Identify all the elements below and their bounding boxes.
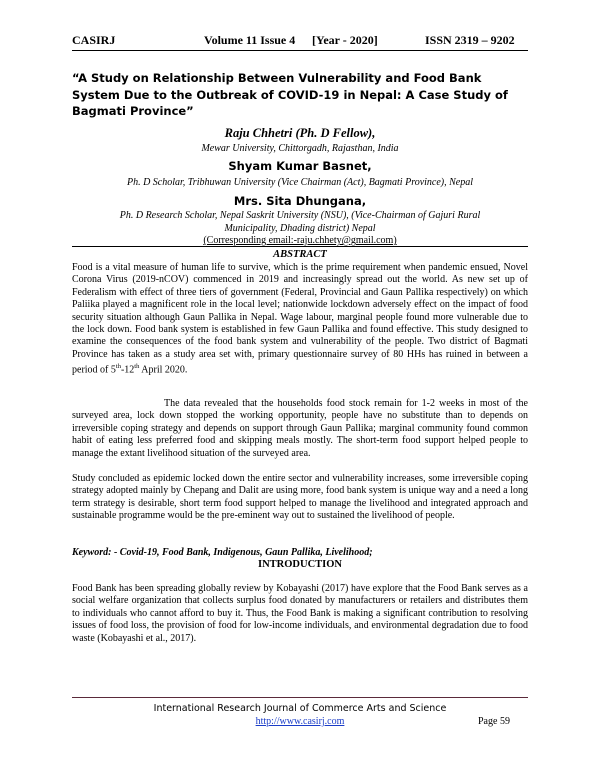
header-volume: Volume 11 Issue 4 <box>204 33 296 47</box>
abstract-paragraph-2: The data revealed that the households food stock remain for 1-2 weeks in most of the surveyed area, lock down stopped the working opportunity, people have no substitute than to depends on irreversible coping strategy and depends on support through Gaun Pallika; marginal community found common habit of eating less preferred food and skipping meals mostly. The short-term food support helped people to manage the extant livelihood situation of the surveyed area. <box>72 398 528 459</box>
introduction-paragraph-1: Food Bank has been spreading globally review by Kobayashi (2017) have explore that the Food Bank serves as a social welfare organization that collects surplus food donated by manufacturers or retailers and distributes them to individuals who cannot afford to buy it. Thus, the Food Bank is making a significant contribution to resolving issues of food loss, the provision of food for low-income individuals, and environmental degradation due to food waste (Kobayashi et al., 2017). <box>72 583 528 644</box>
introduction-heading: INTRODUCTION <box>257 559 342 570</box>
running-header <box>72 33 530 49</box>
footer-url-link[interactable]: http://www.casirj.com <box>255 716 345 727</box>
author-name-1: Raju Chhetri (Ph. D Fellow), <box>224 126 376 140</box>
abstract-paragraph-1: Food is a vital measure of human life to survive, which is the prime requirement when pandemic ensued, Novel Corona Virus (2019-nCOV) commenced in 2019 and increasingly spread out the world. As new set up of Federalism with effect of three tiers of government (Federal, Provincial and Gaun Pallika respectively) on which Paliika played a magnificent role in the local level; nationwide lockdown adversely effect on the impact of food security situation although Gaun Pallika in Nepal. Wage labour, marginal people found more vulnerable due to the lock down. Food bank system is established in few Gaun Pallika and found effective. This study designed to examine the consequences of the food bank system and vulnerability of the people. Two district of Bagmati Province has taken as a study area set with, primary questionnaire survey of 80 HHs has ruined in between a period of 5th-12th April 2020. <box>72 262 528 376</box>
abstract-paragraph-3: Study concluded as epidemic locked down the entire sector and vulnerability increases, some irreversible coping strategy adopted mainly by Chepang and Dalit are using more, food bank system is unique way and a need a long term strategy is desirable, short term food support helped to manage the livelihood and integrated approach and sustainable programme would be the pre-eminent way out to sustained the livelihood of people. <box>72 473 528 522</box>
header-journal: CASIRJ <box>72 33 116 47</box>
page-number: Page 59 <box>478 716 510 727</box>
author-affiliation-2: Ph. D Scholar, Tribhuwan University (Vice Chairman (Act), Bagmati Province), Nepal <box>126 177 474 188</box>
paper-title: “A Study on Relationship Between Vulnerability and Food Bank System Due to the Outbreak of COVID-19 in Nepal: A Case Study of Bagmati Province” <box>72 71 508 118</box>
author-name-3: Mrs. Sita Dhungana, <box>233 194 367 208</box>
author-name-2: Shyam Kumar Basnet, <box>228 159 372 173</box>
email-rule <box>72 246 528 247</box>
author-affiliation-3: Ph. D Research Scholar, Nepal Saskrit University (NSU), (Vice-Chairman of Gajuri Rural Municipality, Dhading district) Nepal <box>119 210 481 234</box>
email-link[interactable]: (Corresponding email:-raju.chhety@gmail.com) <box>203 235 397 246</box>
keywords: Keyword: - Covid-19, Food Bank, Indigenous, Gaun Pallika, Livelihood; <box>72 547 373 558</box>
header-year: [Year - 2020] <box>312 33 378 47</box>
abstract-heading: ABSTRACT <box>273 249 327 260</box>
header-issn: ISSN 2319 – 9202 <box>425 33 515 47</box>
author-affiliation-1: Mewar University, Chittorgadh, Rajasthan, India <box>201 143 399 154</box>
footer-rule <box>72 697 528 698</box>
corresponding-email[interactable] <box>60 235 540 246</box>
footer-url-row <box>60 716 540 727</box>
header-rule <box>72 50 528 51</box>
footer-journal-name: International Research Journal of Commerce Arts and Science <box>153 703 447 714</box>
